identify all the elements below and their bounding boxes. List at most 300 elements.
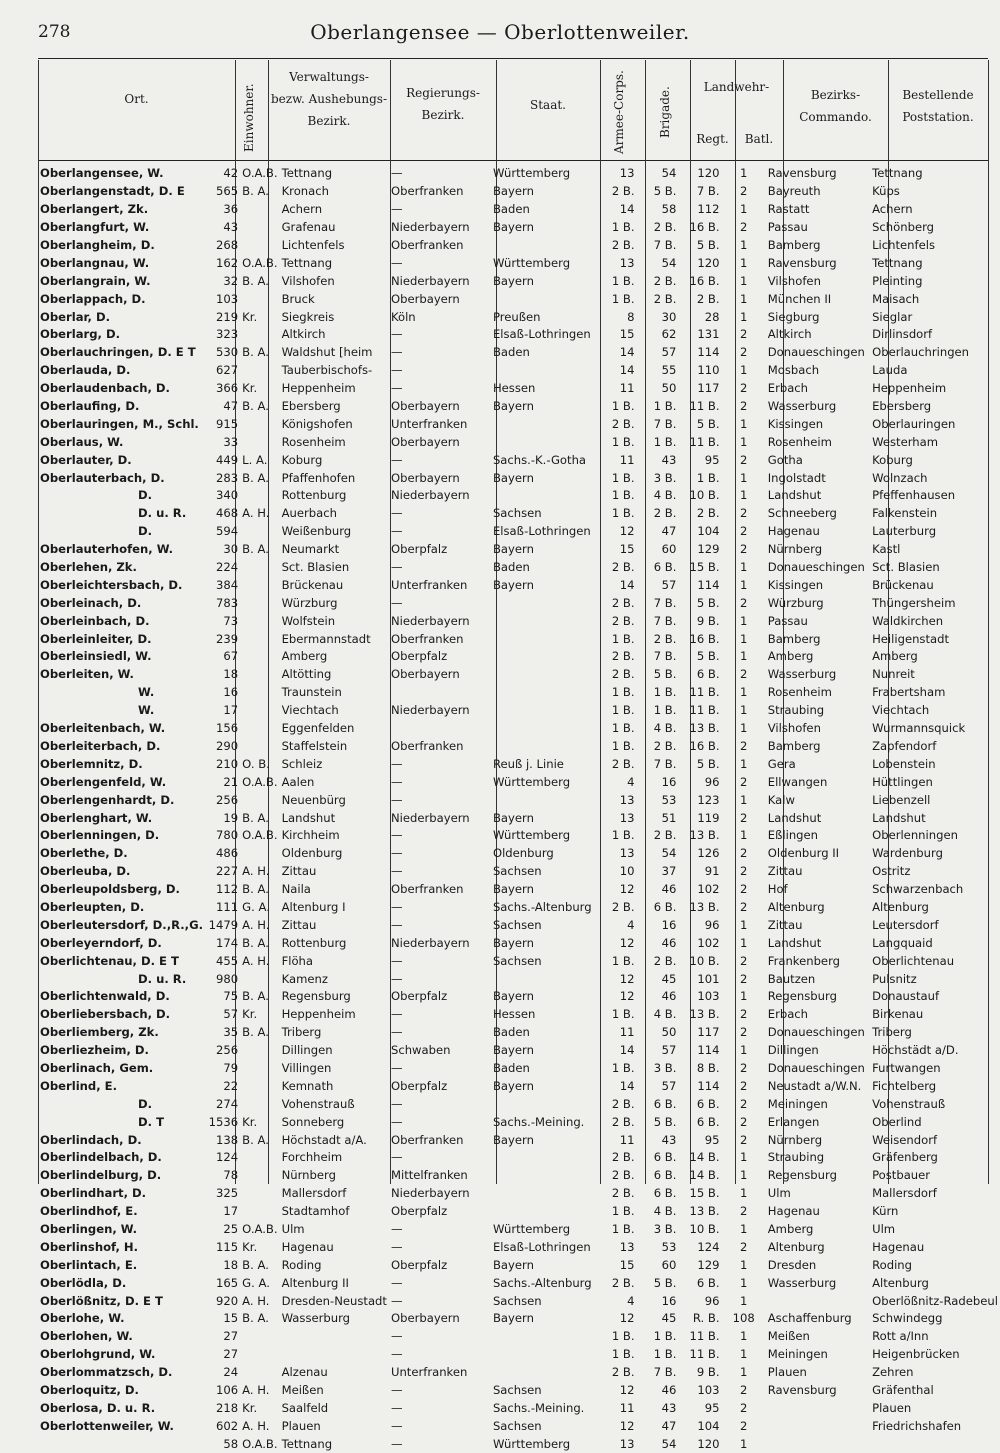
battalion-cell: 2: [739, 899, 748, 914]
state-cell: Elsaß-Lothringen: [492, 524, 591, 539]
landwehr-regiment-cell: 104: [697, 1418, 720, 1433]
district-type-cell: [240, 1149, 279, 1167]
district-cell: Lichtenfels: [281, 238, 345, 252]
district-type-cell: O.A.B.: [242, 774, 278, 789]
district-cell: Siegkreis: [281, 309, 335, 324]
table-row: [38, 469, 1000, 487]
government-district-cell: —: [390, 255, 403, 270]
brigade-cell: 43: [661, 452, 677, 467]
post-station-cell: Hagenau: [872, 1239, 925, 1254]
post-station-cell: Oberlenningen: [872, 828, 958, 843]
army-corps-cell: 2 B.: [611, 238, 635, 252]
army-corps-cell: 4: [627, 774, 635, 789]
brigade-cell: 7 B.: [653, 595, 677, 610]
battalion-cell: 2: [739, 506, 748, 521]
district-command-cell: Gera: [767, 756, 796, 771]
table-row: [38, 1417, 1000, 1435]
district-command-cell: Schneeberg: [767, 506, 837, 521]
landwehr-regiment-cell: 5 B.: [696, 416, 720, 431]
district-cell: Traunstein: [281, 685, 342, 700]
brigade-cell: 6 B.: [653, 1168, 677, 1183]
district-type-cell: G. A.: [242, 899, 270, 914]
district-type-cell: [240, 666, 279, 684]
brigade-cell: 3 B.: [653, 1060, 677, 1075]
district-cell: Plauen: [281, 1418, 321, 1433]
post-station-cell: Triberg: [872, 1025, 912, 1040]
state-cell: Sachs.-Altenburg: [492, 899, 592, 914]
post-station-cell: Donaustauf: [872, 989, 940, 1004]
army-corps-cell: 1 B.: [611, 738, 635, 753]
army-corps-cell: 1 B.: [611, 1060, 635, 1075]
table-row: [38, 612, 1000, 630]
place-name-cell: Oberleitenbach, W.: [40, 721, 166, 736]
brigade-cell: 1 B.: [653, 1347, 677, 1362]
post-station-cell: Leutersdorf: [872, 917, 939, 932]
district-type-cell: O.A.B.: [242, 1436, 278, 1451]
place-name-cell: Oberlindhof, E.: [40, 1204, 138, 1219]
district-cell: Bruck: [281, 291, 315, 306]
landwehr-regiment-cell: 9 B.: [696, 1365, 720, 1380]
district-type-cell: [240, 559, 279, 577]
landwehr-regiment-cell: 5 B.: [696, 756, 720, 771]
district-cell: Ebermannstadt: [281, 631, 371, 646]
district-cell: Sonneberg: [281, 1114, 345, 1129]
district-command-cell: Wasserburg: [767, 1275, 837, 1290]
state-cell: [491, 666, 595, 684]
government-district-cell: —: [390, 166, 403, 181]
battalion-cell: 2: [739, 184, 748, 199]
government-district-cell: Oberfranken: [390, 738, 464, 753]
population-cell: 42: [223, 166, 239, 181]
government-district-cell: —: [390, 792, 403, 807]
government-district-cell: Unterfranken: [390, 416, 468, 431]
table-row: [38, 916, 1000, 934]
army-corps-cell: 2 B.: [611, 756, 635, 771]
district-command-cell: Zittau: [767, 917, 803, 932]
table-row: [38, 559, 1000, 577]
district-command-cell: Altenburg: [767, 1239, 825, 1254]
landwehr-regiment-cell: 16 B.: [689, 738, 720, 753]
landwehr-regiment-cell: 6 B.: [696, 1114, 720, 1129]
army-corps-cell: 2 B.: [611, 184, 635, 199]
government-district-cell: Oberfranken: [390, 631, 464, 646]
table-row: [38, 1346, 1000, 1364]
population-cell: 17: [223, 1204, 239, 1219]
brigade-cell: 1 B.: [653, 399, 677, 414]
state-cell: Sachs.-Altenburg: [492, 1275, 592, 1290]
post-station-cell: Achern: [872, 202, 913, 217]
post-station-cell: Dirlinsdorf: [872, 327, 933, 342]
district-command-cell: Wasserburg: [767, 667, 837, 682]
army-corps-cell: 13: [619, 810, 635, 825]
population-cell: 227: [216, 864, 239, 879]
place-name-cell: Oberlaudenbach, D.: [40, 381, 170, 396]
district-command-cell: Landshut: [767, 810, 822, 825]
landwehr-regiment-cell: 95: [704, 452, 720, 467]
government-district-cell: Oberbayern: [390, 470, 460, 485]
district-type-cell: [240, 594, 279, 612]
government-district-cell: —: [390, 202, 403, 217]
post-station-cell: Postbauer: [872, 1168, 931, 1183]
army-corps-cell: 4: [627, 1293, 635, 1308]
district-type-cell: A. H.: [242, 953, 270, 968]
army-corps-cell: 13: [619, 846, 635, 861]
population-cell: 602: [216, 1418, 239, 1433]
place-name-cell: Oberlenningen, D.: [40, 828, 160, 843]
place-name-cell: Oberlappach, D.: [40, 291, 146, 306]
post-station-cell: Plauen: [872, 1400, 912, 1415]
government-district-cell: —: [390, 560, 403, 575]
district-cell: Altenburg I: [281, 899, 346, 914]
district-command-cell: Rosenheim: [767, 434, 832, 449]
district-type-cell: Kr.: [242, 1114, 258, 1129]
place-name-cell: Oberlosa, D. u. R.: [40, 1400, 156, 1415]
brigade-cell: 3 B.: [653, 470, 677, 485]
army-corps-cell: 1 B.: [611, 506, 635, 521]
table-row: [38, 1292, 1000, 1310]
population-cell: 780: [216, 828, 239, 843]
district-command-cell: Oldenburg II: [767, 846, 840, 861]
battalion-cell: 1: [739, 1436, 748, 1451]
district-command-cell: Rastatt: [767, 202, 810, 217]
population-cell: 219: [216, 309, 239, 324]
district-type-cell: B. A.: [242, 273, 269, 288]
state-cell: Bayern: [492, 273, 534, 288]
population-cell: 35: [223, 1025, 239, 1040]
battalion-cell: 2: [739, 381, 748, 396]
landwehr-regiment-cell: 112: [697, 202, 720, 217]
place-name-cell: Oberliezheim, D.: [40, 1043, 149, 1058]
army-corps-cell: 1 B.: [611, 1329, 635, 1344]
battalion-cell: 108: [732, 1311, 755, 1326]
district-command-cell: Plauen: [767, 1365, 807, 1380]
post-station-cell: Westerham: [872, 434, 939, 449]
army-corps-cell: 13: [619, 1239, 635, 1254]
army-corps-cell: 8: [627, 309, 635, 324]
battalion-cell: 2: [739, 1114, 748, 1129]
district-cell: Altötting: [281, 667, 332, 682]
army-corps-cell: 12: [619, 524, 635, 539]
battalion-cell: 2: [739, 542, 748, 557]
district-type-cell: Kr.: [242, 1239, 258, 1254]
place-name-cell: Oberleutersdorf, D.,R.,G.: [40, 917, 203, 932]
battalion-cell: 1: [739, 363, 748, 378]
state-cell: Elsaß-Lothringen: [492, 327, 591, 342]
battalion-cell: 2: [739, 1007, 748, 1022]
district-command-cell: Bautzen: [767, 971, 816, 986]
brigade-cell: 5 B.: [653, 184, 677, 199]
table-row: [38, 433, 1000, 451]
brigade-cell: 62: [661, 327, 677, 342]
district-type-cell: [240, 738, 279, 756]
state-cell: [491, 1095, 595, 1113]
district-cell: Schleiz: [281, 756, 323, 771]
brigade-cell: 46: [661, 882, 677, 897]
population-cell: 224: [216, 560, 239, 575]
district-cell: Roding: [281, 1257, 322, 1272]
district-command-cell: Nürnberg: [767, 1132, 823, 1147]
post-station-cell: Tettnang: [872, 255, 923, 270]
brigade-cell: 16: [661, 1293, 677, 1308]
post-station-cell: Oberlauringen: [872, 416, 956, 431]
post-station-cell: Wardenburg: [872, 846, 943, 861]
table-row: [38, 970, 1000, 988]
post-station-cell: Friedrichshafen: [872, 1418, 962, 1433]
population-cell: 486: [216, 846, 239, 861]
government-district-cell: Niederbayern: [390, 220, 470, 235]
population-cell: 111: [216, 899, 239, 914]
army-corps-cell: 12: [619, 882, 635, 897]
landwehr-regiment-cell: 6 B.: [696, 667, 720, 682]
state-cell: Baden: [492, 1060, 530, 1075]
district-cell: Aalen: [281, 774, 315, 789]
landwehr-regiment-cell: 11 B.: [689, 434, 720, 449]
place-name-cell: Oberlingen, W.: [40, 1221, 138, 1236]
state-cell: Württemberg: [492, 255, 571, 270]
table-row: [38, 863, 1000, 881]
landwehr-regiment-cell: 16 B.: [689, 273, 720, 288]
district-type-cell: B. A.: [242, 935, 269, 950]
post-station-cell: Zehren: [872, 1365, 914, 1380]
state-cell: [491, 612, 595, 630]
brigade-cell: 7 B.: [653, 613, 677, 628]
state-cell: Württemberg: [492, 166, 571, 181]
place-name-cell: D.: [138, 524, 153, 539]
district-command-cell: Wasserburg: [767, 399, 837, 414]
state-cell: Sachs.-K.-Gotha: [492, 452, 587, 467]
district-type-cell: Kr.: [242, 1007, 258, 1022]
army-corps-cell: 2 B.: [611, 1168, 635, 1183]
district-cell: Zittau: [281, 917, 317, 932]
district-cell: Meißen: [281, 1383, 324, 1397]
state-cell: Bayern: [492, 220, 534, 235]
population-cell: 156: [216, 721, 239, 736]
government-district-cell: —: [390, 1329, 403, 1344]
district-cell: Triberg: [281, 1025, 322, 1040]
post-station-cell: Pfeffenhausen: [872, 488, 956, 503]
army-corps-cell: 14: [619, 1043, 635, 1058]
state-cell: [491, 237, 595, 255]
battalion-cell: 2: [739, 345, 748, 360]
brigade-cell: 2 B.: [653, 220, 677, 235]
district-cell: [280, 1328, 389, 1346]
place-name-cell: Oberlohen, W.: [40, 1329, 133, 1344]
battalion-cell: 2: [739, 810, 748, 825]
state-cell: Bayern: [492, 470, 534, 485]
population-cell: 174: [216, 935, 239, 950]
district-type-cell: [240, 791, 279, 809]
place-name-cell: Oberlauterbach, D.: [40, 470, 165, 485]
district-type-cell: Kr.: [242, 309, 258, 324]
header-staat: Staat.: [530, 98, 566, 112]
place-name-cell: Oberleinach, D.: [40, 595, 142, 610]
army-corps-cell: 11: [619, 1132, 635, 1147]
district-type-cell: [240, 201, 279, 219]
government-district-cell: Oberbayern: [390, 434, 460, 449]
district-cell: Wolfstein: [281, 613, 336, 628]
government-district-cell: —: [390, 953, 403, 968]
district-cell: Rottenburg: [281, 488, 347, 503]
army-corps-cell: 2 B.: [611, 1114, 635, 1129]
population-cell: 290: [216, 738, 239, 753]
army-corps-cell: 1 B.: [611, 488, 635, 503]
header-bottom-rule: [38, 160, 988, 161]
government-district-cell: —: [390, 1400, 403, 1415]
army-corps-cell: 12: [619, 935, 635, 950]
landwehr-regiment-cell: 119: [697, 810, 720, 825]
district-command-cell: Bamberg: [767, 238, 821, 252]
population-cell: 18: [223, 667, 239, 682]
brigade-cell: 55: [661, 363, 677, 378]
landwehr-regiment-cell: 11 B.: [689, 703, 720, 718]
landwehr-regiment-cell: 6 B.: [696, 1096, 720, 1111]
post-station-cell: Fichtelberg: [872, 1078, 937, 1093]
table-row: [38, 523, 1000, 541]
government-district-cell: —: [390, 774, 403, 789]
district-cell: Würzburg: [281, 595, 338, 610]
place-name-cell: Oberliemberg, Zk.: [40, 1025, 159, 1040]
landwehr-regiment-cell: 114: [697, 577, 720, 592]
state-cell: Baden: [492, 560, 530, 575]
landwehr-regiment-cell: 11 B.: [689, 1347, 720, 1362]
post-station-cell: Gräfenthal: [872, 1383, 934, 1397]
government-district-cell: Oberfranken: [390, 882, 464, 897]
army-corps-cell: 13: [619, 1436, 635, 1451]
battalion-cell: 1: [739, 238, 748, 252]
district-cell: Höchstadt a/A.: [281, 1132, 367, 1147]
army-corps-cell: 1 B.: [611, 631, 635, 646]
army-corps-cell: 1 B.: [611, 953, 635, 968]
brigade-cell: 30: [661, 309, 677, 324]
government-district-cell: —: [390, 1293, 403, 1308]
district-type-cell: [240, 326, 279, 344]
header-batl: Batl.: [744, 132, 774, 146]
district-cell: Dresden-Neustadt: [281, 1293, 387, 1308]
place-name-cell: W.: [138, 703, 155, 718]
district-cell: Vilshofen: [281, 273, 335, 288]
battalion-cell: 1: [739, 434, 748, 449]
landwehr-regiment-cell: 117: [697, 1025, 720, 1040]
district-cell: Heppenheim: [281, 381, 356, 396]
government-district-cell: —: [390, 595, 403, 610]
post-station-cell: Küps: [872, 184, 900, 199]
government-district-cell: —: [390, 363, 403, 378]
population-cell: 455: [216, 953, 239, 968]
district-type-cell: A. H.: [242, 1418, 270, 1433]
battalion-cell: 1: [739, 202, 748, 217]
landwehr-regiment-cell: 120: [697, 1436, 720, 1451]
table-row: [38, 451, 1000, 469]
post-station-cell: Wolnzach: [872, 470, 928, 485]
district-cell: Flöha: [281, 953, 314, 968]
post-station-cell: Tettnang: [872, 166, 923, 181]
post-station-cell: Oberlauchringen: [872, 345, 970, 360]
post-station-cell: Koburg: [872, 452, 913, 467]
district-command-cell: Eßlingen: [767, 828, 819, 843]
army-corps-cell: 14: [619, 363, 635, 378]
district-command-cell: Meiningen: [767, 1347, 828, 1362]
population-cell: 915: [216, 416, 239, 431]
state-cell: Bayern: [492, 184, 534, 199]
table-row: [38, 845, 1000, 863]
landwehr-regiment-cell: 16 B.: [689, 220, 720, 235]
place-name-cell: Oberlinshof, H.: [40, 1239, 139, 1254]
population-cell: 283: [216, 470, 239, 485]
battalion-cell: 1: [739, 703, 748, 718]
landwehr-regiment-cell: 11 B.: [689, 1329, 720, 1344]
place-name-cell: Oberlommatzsch, D.: [40, 1365, 173, 1380]
district-type-cell: [240, 362, 279, 380]
state-cell: [491, 720, 595, 738]
table-row: [38, 1435, 1000, 1453]
brigade-cell: 54: [661, 255, 677, 270]
district-type-cell: A. H.: [242, 1293, 270, 1308]
table-row: [38, 1274, 1000, 1292]
population-cell: 1479: [208, 917, 239, 932]
battalion-cell: 1: [739, 577, 748, 592]
state-cell: [491, 1185, 595, 1203]
army-corps-cell: 1 B.: [611, 220, 635, 235]
brigade-cell: 46: [661, 989, 677, 1004]
table-row: [38, 648, 1000, 666]
population-cell: 138: [216, 1132, 239, 1147]
district-cell: Amberg: [281, 649, 328, 664]
battalion-cell: 1: [739, 166, 748, 181]
place-name-cell: D.: [138, 488, 153, 503]
district-type-cell: Kr.: [242, 1400, 258, 1415]
landwehr-regiment-cell: R. B.: [692, 1311, 720, 1326]
district-command-cell: Siegburg: [767, 309, 820, 324]
place-name-cell: Oberleiterbach, D.: [40, 738, 161, 753]
post-station-cell: Lauda: [872, 363, 908, 378]
district-command-cell: Amberg: [767, 1221, 814, 1236]
district-type-cell: [240, 1077, 279, 1095]
state-cell: [491, 433, 595, 451]
state-cell: [491, 738, 595, 756]
table-row: [38, 415, 1000, 433]
population-cell: 16: [223, 685, 239, 700]
header-regierung: Regierungs- Bezirk.: [406, 86, 480, 122]
district-cell: Hagenau: [281, 1239, 334, 1254]
government-district-cell: —: [390, 756, 403, 771]
population-cell: 124: [216, 1150, 239, 1165]
district-cell: Kirchheim: [281, 828, 340, 843]
district-command-cell: Ulm: [767, 1186, 791, 1201]
government-district-cell: Oberpfalz: [390, 1078, 448, 1093]
district-command-cell: Erbach: [767, 1007, 809, 1022]
population-cell: 30: [223, 542, 239, 557]
government-district-cell: Oberbayern: [390, 1311, 460, 1326]
place-name-cell: Oberleichtersbach, D.: [40, 577, 183, 592]
army-corps-cell: 1 B.: [611, 1221, 635, 1236]
government-district-cell: —: [390, 381, 403, 396]
battalion-cell: 1: [739, 649, 748, 664]
government-district-cell: Niederbayern: [390, 488, 470, 503]
district-command-cell: Kissingen: [767, 577, 824, 592]
district-type-cell: O.A.B.: [242, 166, 278, 181]
state-cell: Bayern: [492, 1043, 534, 1058]
battalion-cell: 1: [739, 1365, 748, 1380]
district-cell: Rosenheim: [281, 434, 346, 449]
district-command-cell: Altkirch: [767, 327, 812, 342]
place-name-cell: Oberlödla, D.: [40, 1275, 127, 1290]
post-station-cell: Ebersberg: [872, 399, 932, 414]
landwehr-regiment-cell: 11 B.: [689, 399, 720, 414]
place-name-cell: Oberlangrain, W.: [40, 273, 151, 288]
place-name-cell: Oberlind, E.: [40, 1078, 118, 1093]
government-district-cell: Niederbayern: [390, 1186, 470, 1201]
landwehr-regiment-cell: 2 B.: [696, 506, 720, 521]
